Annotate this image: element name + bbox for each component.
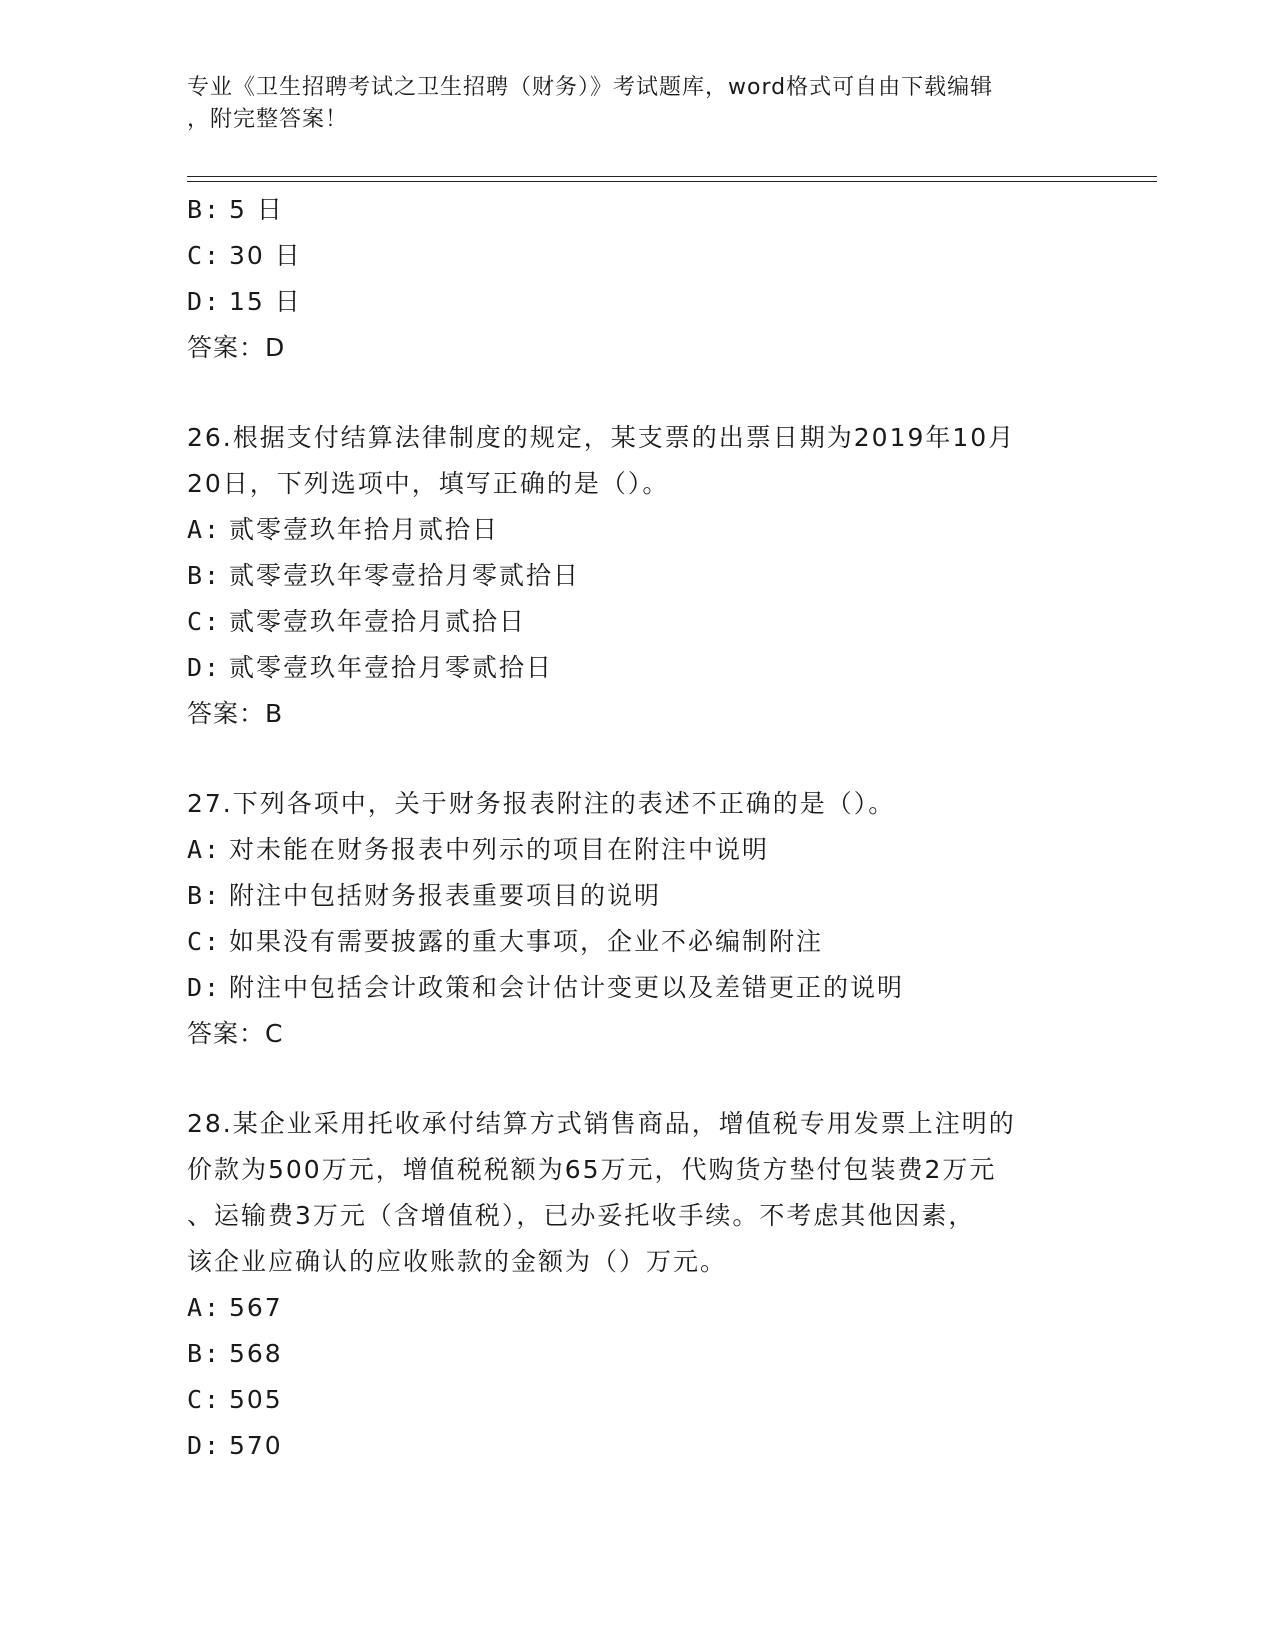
option-a: [187, 827, 1087, 873]
option-d: [187, 1423, 1087, 1469]
option-text: 贰零壹玖年壹拾月零贰拾日: [229, 653, 554, 682]
option-b: [187, 187, 1087, 233]
option-d: [187, 645, 1087, 691]
option-label: A:: [187, 835, 222, 864]
question-26: [187, 415, 1087, 737]
option-label: B:: [187, 561, 222, 590]
option-text: 贰零壹玖年壹拾月贰拾日: [229, 607, 527, 636]
question-stem-line: 28.某企业采用托收承付结算方式销售商品，增值税专用发票上注明的: [187, 1109, 1016, 1138]
question-spacer: [187, 1057, 1087, 1101]
option-text: 568: [229, 1339, 283, 1368]
option-b: [187, 873, 1087, 919]
option-label: D:: [187, 1431, 222, 1460]
question-25-tail: [187, 187, 1087, 371]
option-text: 对未能在财务报表中列示的项目在附注中说明: [229, 835, 770, 864]
option-text: 贰零壹玖年零壹拾月零贰拾日: [229, 561, 581, 590]
question-stem-line: 、运输费3万元（含增值税），已办妥托收手续。不考虑其他因素，: [187, 1201, 976, 1230]
option-label: A:: [187, 1293, 222, 1322]
option-label: C:: [187, 1385, 222, 1414]
question-stem-line: 20日，下列选项中，填写正确的是（）。: [187, 469, 670, 498]
option-c: [187, 233, 1087, 279]
option-text: 15 日: [229, 287, 302, 316]
option-label: B:: [187, 195, 222, 224]
option-text: 5 日: [229, 195, 284, 224]
option-label: A:: [187, 515, 222, 544]
question-spacer: [187, 371, 1087, 415]
option-label: C:: [187, 927, 222, 956]
header-divider-top: [187, 176, 1157, 177]
question-stem-line: 26.根据支付结算法律制度的规定，某支票的出票日期为2019年10月: [187, 423, 1016, 452]
document-header: [187, 72, 1087, 136]
option-text: 如果没有需要披露的重大事项，企业不必编制附注: [229, 927, 824, 956]
option-d: [187, 279, 1087, 325]
option-a: [187, 1285, 1087, 1331]
question-stem-line: 价款为500万元，增值税税额为65万元，代购货方垫付包装费2万元: [187, 1155, 997, 1184]
answer-line: 答案：B: [187, 699, 284, 728]
header-line-1: 专业《卫生招聘考试之卫生招聘（财务）》考试题库，word格式可自由下载编辑: [187, 75, 994, 100]
option-label: B:: [187, 881, 222, 910]
question-28: [187, 1101, 1087, 1469]
option-b: [187, 553, 1087, 599]
option-c: [187, 599, 1087, 645]
option-d: [187, 965, 1087, 1011]
option-text: 570: [229, 1431, 283, 1460]
option-text: 505: [229, 1385, 283, 1414]
option-c: [187, 919, 1087, 965]
option-label: C:: [187, 241, 222, 270]
option-a: [187, 507, 1087, 553]
answer-line: 答案：D: [187, 333, 286, 362]
option-text: 30 日: [229, 241, 302, 270]
question-27: [187, 781, 1087, 1057]
option-text: 附注中包括会计政策和会计估计变更以及差错更正的说明: [229, 973, 905, 1002]
option-text: 贰零壹玖年拾月贰拾日: [229, 515, 500, 544]
option-label: D:: [187, 287, 222, 316]
option-c: [187, 1377, 1087, 1423]
option-text: 567: [229, 1293, 283, 1322]
header-line-2: ，附完整答案！: [187, 107, 349, 132]
question-spacer: [187, 737, 1087, 781]
option-label: D:: [187, 973, 222, 1002]
option-label: D:: [187, 653, 222, 682]
question-stem-line: 27.下列各项中，关于财务报表附注的表述不正确的是（）。: [187, 789, 896, 818]
option-b: [187, 1331, 1087, 1377]
header-divider-bottom: [187, 181, 1157, 182]
answer-line: 答案：C: [187, 1019, 284, 1048]
question-stem-line: 该企业应确认的应收账款的金额为（）万元。: [187, 1247, 728, 1276]
option-label: B:: [187, 1339, 222, 1368]
option-text: 附注中包括财务报表重要项目的说明: [229, 881, 662, 910]
question-list: [187, 187, 1087, 1469]
option-label: C:: [187, 607, 222, 636]
